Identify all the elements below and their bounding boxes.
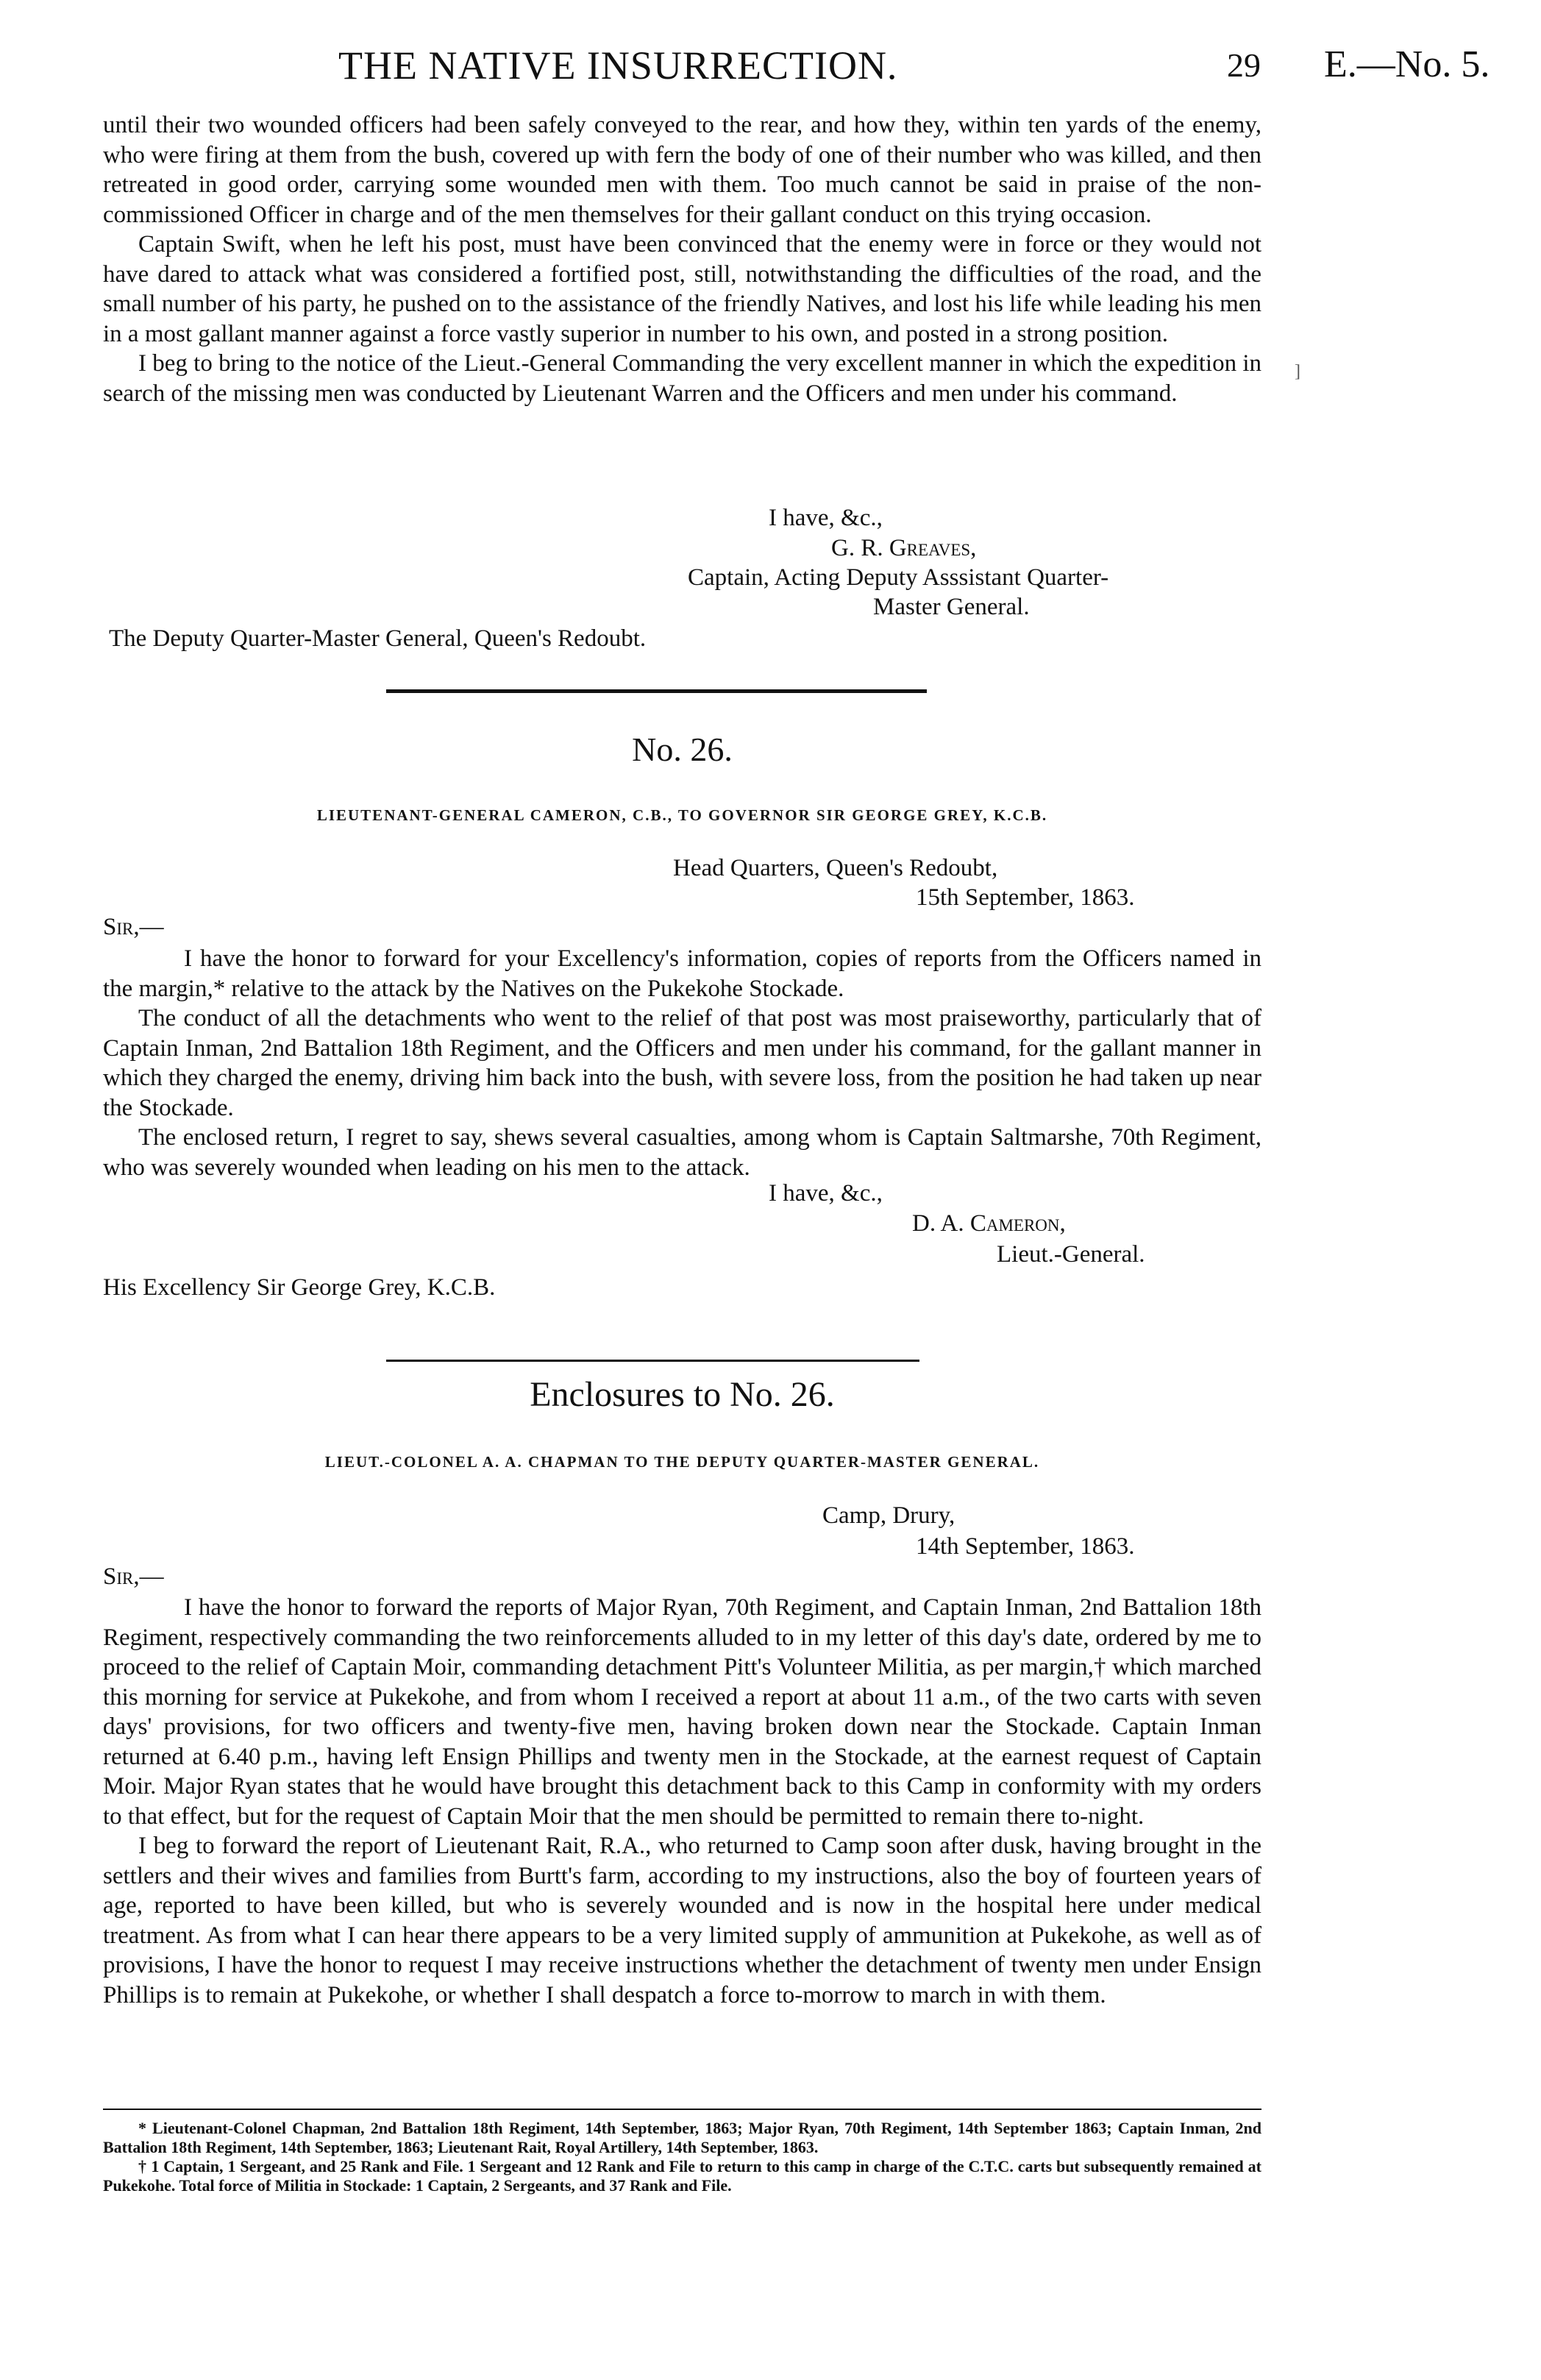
paragraph: I beg to bring to the notice of the Lieut.-General Commanding the very excellent manner in which the expedition in search of the missing men was conducted by Lieutenant Warren and the Officers and men under his command.	[103, 350, 1261, 407]
salutation: Sir,—	[103, 1563, 164, 1590]
letter-body	[103, 1593, 1261, 2010]
letter-body	[103, 944, 1261, 1182]
margin-bracket-mark: ]	[1295, 362, 1300, 381]
letter-date: 14th September, 1863.	[916, 1533, 1135, 1560]
signatory-name: D. A. Cameron,	[912, 1210, 1066, 1237]
paragraph: I have the honor to forward the reports of Major Ryan, 70th Regiment, and Captain Inman, 2nd Battalion 18th Regiment, respectively commanding the two reinforcements alluded to in my letter of this day's date, ordered by me to proceed to the relief of Captain Moir, commanding detachment Pitt's Volunteer Militia, as per margin,† which marched this morning for service at Pukekohe, and from whom I received a report at about 11 a.m., of the two carts with seven days' provisions, for two officers and twenty-five men, having broken down near the Stockade. Captain Inman returned at 6.40 p.m., having left Ensign Phillips and twenty men in the Stockade, at the earnest request of Captain Moir. Major Ryan states that he would have brought this detachment back to this Camp in conformity with my orders to that effect, but for the request of Captain Moir that the men should be permitted to remain there to-night.	[103, 1594, 1261, 1830]
letter-continuation	[103, 110, 1261, 408]
paragraph: The enclosed return, I regret to say, shews several casualties, among whom is Captain Saltmarshe, 70th Regiment, who was severely wounded when leading on his men to the attack.	[103, 1124, 1261, 1181]
paragraph: I have the honor to forward for your Excellency's information, copies of reports from the Officers named in the margin,* relative to the attack by the Natives on the Pukekohe Stockade.	[103, 945, 1261, 1002]
signatory-name: G. R. Greaves,	[831, 535, 977, 561]
document-heading: LIEUTENANT-GENERAL CAMERON, C.B., TO GOVERNOR SIR GEORGE GREY, K.C.B.	[316, 806, 1048, 824]
letter-date: 15th September, 1863.	[916, 884, 1135, 911]
document-reference: E.—No. 5.	[1324, 43, 1490, 85]
footnotes	[103, 2119, 1261, 2195]
section-divider	[386, 689, 927, 693]
document-number: No. 26.	[632, 731, 733, 768]
page-number: 29	[1227, 46, 1261, 84]
footnote: † 1 Captain, 1 Sergeant, and 25 Rank and File. 1 Sergeant and 12 Rank and File to return to this camp in charge of the C.T.C. carts but subsequently remained at Pukekohe. Total force of Militia in Stockade: 1 Captain, 2 Sergeants, and 37 Rank and File.	[103, 2157, 1261, 2195]
page-header	[0, 43, 1541, 87]
footnote-rule	[103, 2109, 1261, 2110]
section-divider	[386, 1360, 919, 1362]
enclosures-title: Enclosures to No. 26.	[530, 1375, 835, 1414]
signatory-title: Captain, Acting Deputy Asssistant Quarter-	[688, 564, 1109, 591]
addressee: His Excellency Sir George Grey, K.C.B.	[103, 1274, 496, 1301]
footnote: * Lieutenant-Colonel Chapman, 2nd Battalion 18th Regiment, 14th September, 1863; Major Ryan, 70th Regiment, 14th September 1863; Captain Inman, 2nd Battalion 18th Regiment, 14th September, 1863; Lieutenant Rait, Royal Artillery, 14th September, 1863.	[103, 2119, 1261, 2156]
paragraph: I beg to forward the report of Lieutenant Rait, R.A., who returned to Camp soon after dusk, having brought in the settlers and their wives and families from Burtt's farm, according to my instructions, also the boy of fourteen years of age, reported to have been killed, but who is severely wounded and is now in the hospital here under medical treatment. As from what I can hear there appears to be a very limited supply of ammunition at Pukekohe, as well as of provisions, I have the honor to request I may receive instructions whether the detachment of twenty men under Ensign Phillips is to remain at Pukekohe, or whether I shall despatch a force to-morrow to march in with them.	[103, 1833, 1261, 2008]
letter-place: Camp, Drury,	[822, 1502, 955, 1529]
signatory-rank: Lieut.-General.	[997, 1241, 1145, 1268]
addressee: The Deputy Quarter-Master General, Queen's Redoubt.	[109, 625, 647, 652]
running-title: THE NATIVE INSURRECTION.	[338, 43, 898, 88]
closing-salutation: I have, &c.,	[769, 1180, 883, 1207]
paragraph: until their two wounded officers had been safely conveyed to the rear, and how they, within ten yards of the enemy, who were firing at them from the bush, covered up with fern the body of one of their number who was killed, and then retreated in good order, carrying some wounded men with them. Too much cannot be said in praise of the non-commissioned Officer in charge and of the men themselves for their gallant conduct on this trying occasion.	[103, 112, 1261, 228]
enclosure-heading: LIEUT.-COLONEL A. A. CHAPMAN TO THE DEPUTY QUARTER-MASTER GENERAL.	[324, 1453, 1040, 1471]
signatory-title: Master General.	[873, 594, 1030, 620]
closing-salutation: I have, &c.,	[769, 505, 883, 531]
letter-place: Head Quarters, Queen's Redoubt,	[673, 855, 998, 881]
paragraph: The conduct of all the detachments who went to the relief of that post was most praiseworthy, particularly that of Captain Inman, 2nd Battalion 18th Regiment, and the Officers and men under his command, for the gallant manner in which they charged the enemy, driving him back into the bush, with severe loss, from the position he had taken up near the Stockade.	[103, 1005, 1261, 1121]
salutation: Sir,—	[103, 914, 164, 940]
paragraph: Captain Swift, when he left his post, must have been convinced that the enemy were in force or they would not have dared to attack what was considered a fortified post, still, notwithstanding the difficulties of the road, and the small number of his party, he pushed on to the assistance of the friendly Natives, and lost his life while leading his men in a most gallant manner against a force vastly superior in number to his own, and posted in a strong position.	[103, 231, 1261, 347]
